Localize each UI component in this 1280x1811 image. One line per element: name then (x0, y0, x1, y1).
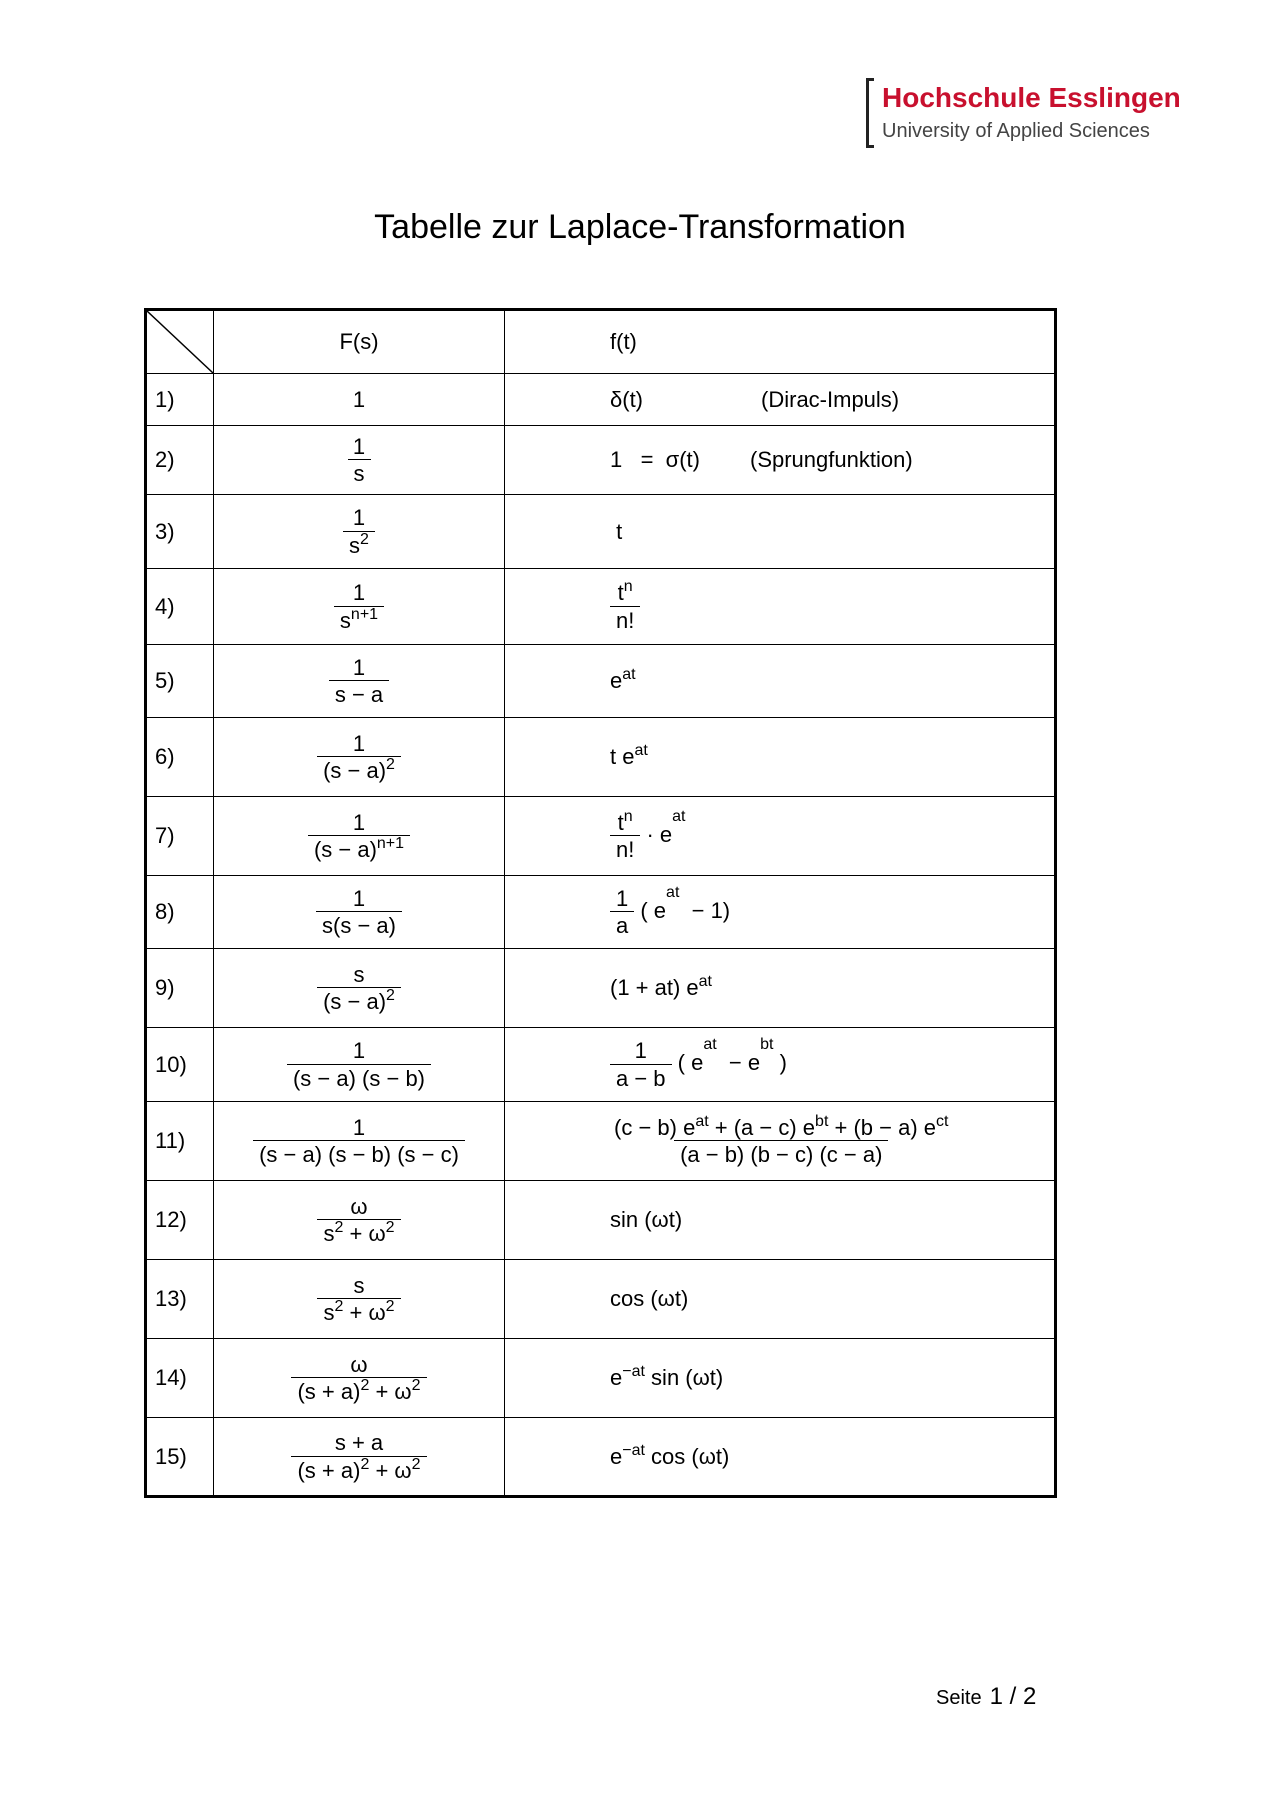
formula-F: $\frac{s + a}{(s + a)^2 + \omega^2}$ (214, 1418, 505, 1497)
row-number: 11) (146, 1102, 214, 1181)
formula-f: t $e^{at}$ (505, 718, 1056, 797)
table-row (146, 374, 1056, 426)
row-number: 12) (146, 1181, 214, 1260)
header-f: f(t) (505, 310, 1056, 374)
table-row (146, 949, 1056, 1028)
header-F: F(s) (214, 310, 505, 374)
note-dirac: (Dirac-Impuls) (761, 386, 900, 412)
formula-f: $\frac{t^n}{n!}$ · $e^{at}$ (505, 797, 1056, 876)
laplace-table (144, 308, 1057, 1498)
page-footer (936, 1683, 1036, 1711)
row-number: 8) (146, 876, 214, 949)
table-row (146, 645, 1056, 718)
logo-name: Hochschule Esslingen (882, 82, 1181, 113)
row-number: 14) (146, 1339, 214, 1418)
formula-f: t (505, 495, 1056, 569)
row-number: 9) (146, 949, 214, 1028)
page-number: 1 / 2 (989, 1683, 1037, 1710)
row-number: 10) (146, 1028, 214, 1102)
table-row (146, 797, 1056, 876)
formula-f: $e^{-at}$ sin (ωt) (505, 1339, 1056, 1418)
row-number: 3) (146, 495, 214, 569)
formula-F: $\frac{\omega}{s^2 + \omega^2}$ (214, 1181, 505, 1260)
note-sprung: (Sprungfunktion) (750, 447, 913, 472)
formula-F: $\frac{1}{s}$ (214, 426, 505, 495)
formula-F: $\frac{1}{(s - a) (s - b)}$ (214, 1028, 505, 1102)
row-number: 13) (146, 1260, 214, 1339)
formula-F: $\frac{1}{s - a}$ (214, 645, 505, 718)
table-row (146, 495, 1056, 569)
formula-f: $e^{at}$ (505, 645, 1056, 718)
formula-f: $\frac{1}{a - b}$ ( $e^{at} - e^{bt}$ ) (505, 1028, 1056, 1102)
formula-F: $\frac{1}{(s - a)^{n+1}}$ (214, 797, 505, 876)
footer-label: Seite (936, 1687, 982, 1709)
table-row (146, 1418, 1056, 1497)
row-number: 15) (146, 1418, 214, 1497)
table-header-row (146, 310, 1056, 374)
formula-f: $\frac{t^n}{n!}$ (505, 569, 1056, 645)
table-row (146, 1260, 1056, 1339)
table-row (146, 1028, 1056, 1102)
table-row (146, 876, 1056, 949)
row-number: 5) (146, 645, 214, 718)
table-row (146, 718, 1056, 797)
formula-F: $\frac{1}{(s - a) (s - b) (s - c)}$ (214, 1102, 505, 1181)
formula-f: δ(t) (Dirac-Impuls) (505, 374, 1056, 426)
row-number: 7) (146, 797, 214, 876)
logo-bracket (866, 78, 874, 148)
row-number: 1) (146, 374, 214, 426)
header-corner-cell (146, 310, 214, 374)
table-row (146, 426, 1056, 495)
row-number: 4) (146, 569, 214, 645)
formula-f: (1 + at) $e^{at}$ (505, 949, 1056, 1028)
table-row (146, 569, 1056, 645)
table-row (146, 1181, 1056, 1260)
formula-f: sin (ωt) (505, 1181, 1056, 1260)
table-row (146, 1102, 1056, 1181)
formula-F: 1 (214, 374, 505, 426)
formula-f: $\frac{1}{a}$ ( $e^{at} - 1$) (505, 876, 1056, 949)
table-row (146, 1339, 1056, 1418)
formula-F: $\frac{1}{s^{n+1}}$ (214, 569, 505, 645)
formula-f: $\frac{(c - b) e^{at} + (a - c) e^{bt} + (b - a) e^{ct}}{(a - b) (b - c) (c - a)}$ (505, 1102, 1056, 1181)
formula-f: 1 = σ(t) (Sprungfunktion) (505, 426, 1056, 495)
university-logo (866, 78, 1181, 150)
row-number: 2) (146, 426, 214, 495)
formula-F: $\frac{\omega}{(s + a)^2 + \omega^2}$ (214, 1339, 505, 1418)
formula-F: $\frac{s}{s^2 + \omega^2}$ (214, 1260, 505, 1339)
formula-F: $\frac{s}{(s - a)^2}$ (214, 949, 505, 1028)
page-title: Tabelle zur Laplace-Transformation (374, 208, 906, 246)
formula-f: $e^{-at}$ cos (ωt) (505, 1418, 1056, 1497)
formula-F: $\frac{1}{s^2}$ (214, 495, 505, 569)
formula-F: $\frac{1}{s(s - a)}$ (214, 876, 505, 949)
logo-subtitle: University of Applied Sciences (882, 120, 1150, 142)
formula-F: $\frac{1}{(s - a)^2}$ (214, 718, 505, 797)
row-number: 6) (146, 718, 214, 797)
formula-f: cos (ωt) (505, 1260, 1056, 1339)
